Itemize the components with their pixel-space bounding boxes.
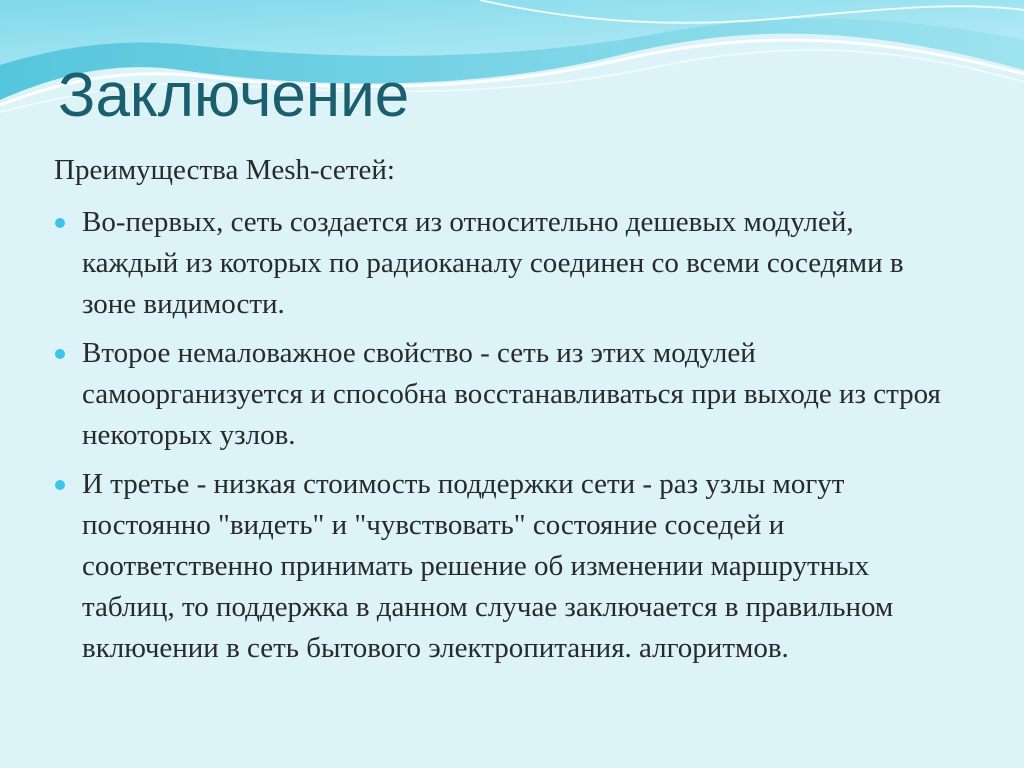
bullet-text-3: И третье - низкая стоимость поддержки сети - раз узлы могут постоянно "видеть" и "чувствовать" состояние соседей и соответственно принимать решение об изменении маршрутных таблиц, то поддержка в данном случае заключается в правильном включении в сеть бытового электропитания. алгоритмов. <box>82 468 894 664</box>
bullet-item-3 <box>54 464 954 669</box>
bullet-dot-icon <box>55 218 65 228</box>
slide-title: Заключение <box>58 61 410 130</box>
bullet-dot-icon <box>55 349 65 359</box>
slide-subtitle: Преимущества Mesh-сетей: <box>54 154 395 186</box>
bullet-text-1: Во-первых, сеть создается из относительно дешевых модулей, каждый из которых по радиоканалу соединен со всеми соседями в зоне видимости. <box>82 206 904 320</box>
bullet-text-2: Второе немаловажное свойство - сеть из этих модулей самоорганизуется и способна восстанавливаться при выходе из строя некоторых узлов. <box>82 337 941 451</box>
bullet-item-1 <box>54 202 954 325</box>
bullet-dot-icon <box>55 480 65 490</box>
bullet-list <box>54 202 954 677</box>
bullet-item-2 <box>54 333 954 456</box>
